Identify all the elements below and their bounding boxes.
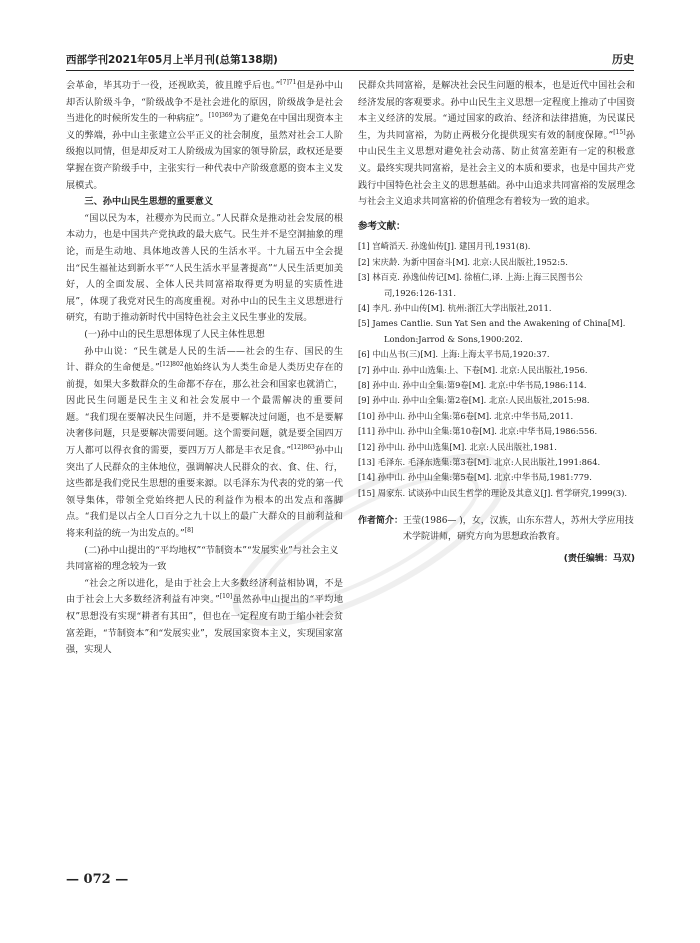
paragraph: 民群众共同富裕，是解决社会民生问题的根本，也是近代中国社会和经济发展的客观要求。孙中山民生主义思想一定程度上推动了中国资本主义经济的发展。“通过国家的政治、经济和法律措施，为民谋民生，为共同富裕，为防止两极分化提供现实有效的制度保障。”[15]孙中山民生主义思想对避免社会动荡、防止贫富差距有一定的积极意义。最终实现共同富裕，是社会主义的本质和要求，也是中国共产党践行中国特色社会主义的思想基础。孙中山追求共同富裕的发展理念与社会主义追求共同富裕的价值理念有着较为一致的追求。 (358, 81, 635, 208)
paragraph: “社会之所以进化，是由于社会上大多数经济利益相协调，不是由于社会上大多数经济利益有冲突。”[10]虽然孙中山提出的“平均地权”思想没有实现“耕者有其田”，但也在一定程度有助于缩小社会贫富差距，“节制资本”和“发展实业”，发展国家资本主义，实现国家富强，实现人 (66, 578, 343, 656)
references-title: 参考文献： (358, 220, 406, 232)
paragraph: 会革命，毕其功于一役，还视欧美，彼且瞠乎后也。”$^{[7]71}$但是孙中山却否认阶级斗争，“阶级战争不是社会进化的原因，阶级战争是社会当进化的时候所发生的一种病症”。$^{[10]369}$为了避免在中国出现资本主义的弊端，孙中山主张建立公平正义的社会制度，虽然对社会工人阶级抱以同情，但是却反对工人阶级成为国家的领导阶层，政权还是要掌握在资产阶级手中，主张实行一种代表中产阶级意愿的资本主义发展模式。 (66, 78, 343, 191)
reference-item: [15] 周家东. 试谈孙中山民生哲学的理论及其意义[J]. 哲学研究,1999(3). (358, 487, 627, 498)
section-label: 历史 (612, 53, 634, 66)
reference-item: [5] James Cantlie. Sun Yat Sen and the Awakening of China[M]. London:Jarrod & Sons,1900:202. (358, 318, 626, 344)
author-info (358, 513, 635, 545)
subsection-heading: (一)孙中山的民生思想体现了人民主体性思想 (84, 329, 265, 340)
paragraph: “国以民为本，社稷亦为民而立。”人民群众是推动社会发展的根本动力，也是中国共产党执政的最大底气。民生并不是空洞抽象的理论，而是生动地、具体地改善人民的生活水平。十九届五中全会提出“民生福祉达到新水平”“人民生活水平显著提高”“人民生活更加美好，人的全面发展、全体人民共同富裕取得更为明显的实质性进展”，体现了我党对民生的高度重视。对孙中山的民生主义思想进行研究，有助于推动新时代中国特色社会主义民生事业的发展。 (66, 213, 343, 324)
reference-item: [8] 孙中山. 孙中山全集:第9卷[M]. 北京:中华书局,1986:114. (358, 380, 587, 390)
reference-item: [4] 李凡. 孙中山传[M]. 杭州:浙江大学出版社,2011. (358, 302, 552, 313)
right-column (358, 78, 635, 568)
reference-item: [11] 孙中山. 孙中山全集:第10卷[M]. 北京:中华书局,1986:556. (358, 426, 598, 437)
journal-title: 西部学刊2021年05月上半月刊(总第138期) (66, 54, 278, 66)
reference-item: [1] 宫崎滔天. 孙逸仙传[J]. 建国月刊,1931(8). (358, 241, 531, 252)
reference-item: [2] 宋庆龄. 为新中国奋斗[M]. 北京:人民出版社,1952:5. (358, 256, 568, 267)
left-column (66, 78, 343, 659)
subsection-heading: (二)孙中山提出的“平均地权”“节制资本”“发展实业”与社会主义共同富裕的理念较为一致 (66, 545, 339, 573)
reference-item: [6] 中山丛书(三)[M]. 上海:上海太平书局,1920:37. (358, 349, 550, 360)
reference-item: [12] 孙中山. 孙中山选集[M]. 北京:人民出版社,1981. (358, 441, 557, 452)
paragraph: 孙中山说：“民生就是人民的生活——社会的生存、国民的生计、群众的生命便是。”$^{[12]802}$他始终认为人类生命是人类历史存在的前提，如果大多数群众的生命都不存在，那么社会和国家也就消亡，因此民生问题是民生主义和社会发展中一个最需解决的重要问题。“我们现在要解决民生问题，并不是要解决过问题，也不是要解决奢侈问题，只是要解决需要问题。这个需要问题，就是要全国四万万人都可以得衣食的需要，要四万万人都是丰衣足食。”$^{[12]863}$孙中山突出了人民群众的主体地位，强调解决人民群众的衣、食、住、行，这些都是我们党民生思想的重要来源。以毛泽东为代表的党的第一代领导集体，带领全党始终把人民的利益作为根本的出发点和落脚点。“我们是以占全人口百分之九十以上的最广大群众的目前利益和将来利益的统一为出发点的。”[8] (66, 346, 343, 540)
reference-item: [9] 孙中山. 孙中山全集:第2卷[M]. 北京:人民出版社,2015:98. (358, 395, 590, 406)
page-number: — 072 — (66, 872, 129, 887)
page-header (66, 50, 634, 71)
reference-item: [14] 孙中山. 孙中山全集:第5卷[M]. 北京:中华书局,1981:779. (358, 472, 592, 483)
references-list (358, 239, 635, 501)
reference-item: [7] 孙中山. 孙中山选集:上、下卷[M]. 北京:人民出版社,1956. (358, 364, 588, 375)
reference-item: [3] 林百克. 孙逸仙传记[M]. 徐植仁,译. 上海:上海三民图书公司,1926:126-131. (358, 272, 583, 298)
author-text: 王莹(1986— )，女，汉族，山东东营人，苏州大学应用技术学院讲师，研究方向为思想政治教育。 (403, 516, 634, 543)
editor-credit: (责任编辑：马双) (563, 554, 635, 565)
author-label: 作者简介： (358, 516, 404, 527)
reference-item: [10] 孙中山. 孙中山全集:第6卷[M]. 北京:中华书局,2011. (358, 410, 574, 421)
reference-item: [13] 毛泽东. 毛泽东选集:第3卷[M]. 北京:人民出版社,1991:864. (358, 457, 601, 468)
section-heading: 三、孙中山民生思想的重要意义 (84, 196, 214, 208)
